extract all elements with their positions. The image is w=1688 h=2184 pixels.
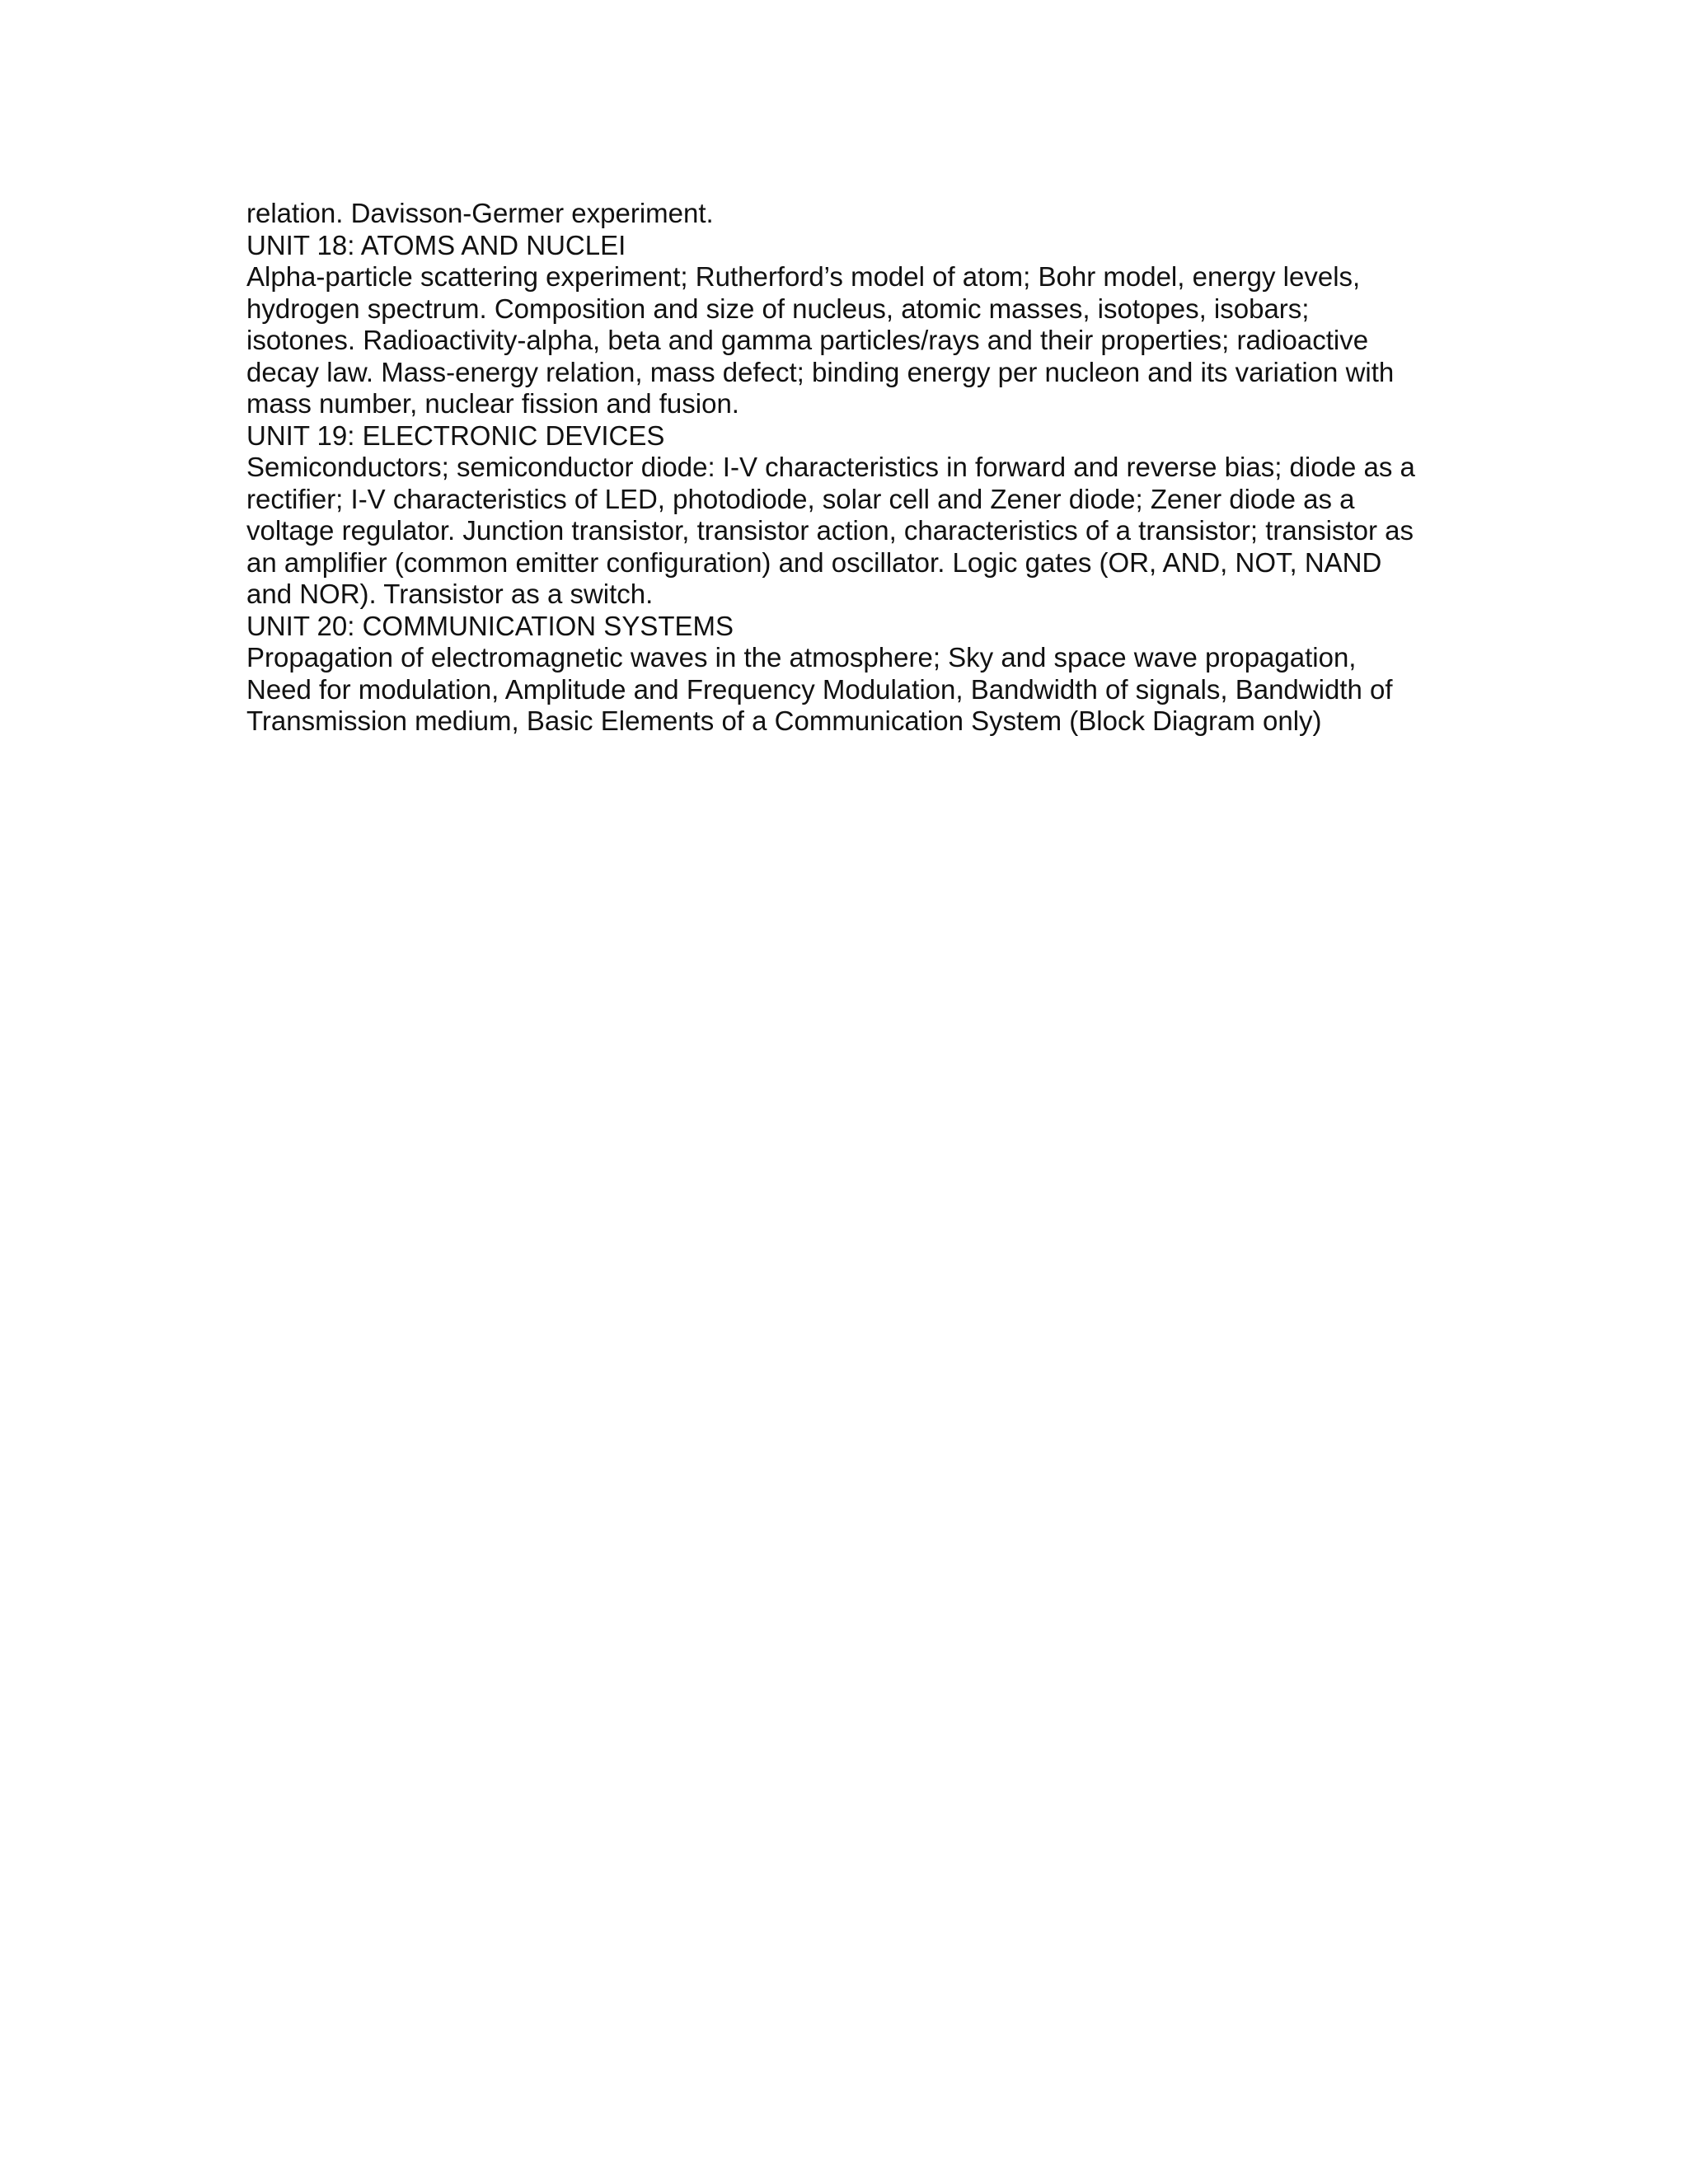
unit-19-text-line: and NOR). Transistor as a switch. [246,579,654,609]
unit-20-heading: UNIT 20: COMMUNICATION SYSTEMS [246,610,734,641]
unit-19-text-line: rectifier; I-V characteristics of LED, photodiode, solar cell and Zener diode; Zener diode as a [246,483,1355,514]
unit-19-text-line: an amplifier (common emitter configuration) and oscillator. Logic gates (OR, AND, NOT, NAND [246,546,1382,578]
unit-18-text-line: Alpha-particle scattering experiment; Rutherford’s model of atom; Bohr model, energy levels, [246,261,1361,292]
unit-18-text-line: hydrogen spectrum. Composition and size of nucleus, atomic masses, isotopes, isobars; [246,293,1310,324]
unit-20-text-line: Need for modulation, Amplitude and Frequency Modulation, Bandwidth of signals, Bandwidth of [246,673,1393,705]
unit-18-text-line: decay law. Mass-energy relation, mass defect; binding energy per nucleon and its variation with [246,356,1395,387]
document-body [246,198,1442,738]
unit-19-text-line: voltage regulator. Junction transistor, transistor action, characteristics of a transistor; transistor as [246,515,1414,546]
unit-20-text-line: Transmission medium, Basic Elements of a Communication System (Block Diagram only) [246,705,1322,736]
unit-18-heading: UNIT 18: ATOMS AND NUCLEI [246,229,626,260]
unit-20-text-line: Propagation of electromagnetic waves in the atmosphere; Sky and space wave propagation, [246,642,1357,673]
unit-19-heading: UNIT 19: ELECTRONIC DEVICES [246,419,665,451]
intro-line: relation. Davisson-Germer experiment. [246,198,714,228]
unit-19-text-line: Semiconductors; semiconductor diode: I-V characteristics in forward and reverse bias; diode as a [246,452,1415,482]
unit-18-text-line: isotones. Radioactivity-alpha, beta and gamma particles/rays and their properties; radioactive [246,325,1369,355]
unit-18-text-line: mass number, nuclear fission and fusion. [246,388,739,419]
